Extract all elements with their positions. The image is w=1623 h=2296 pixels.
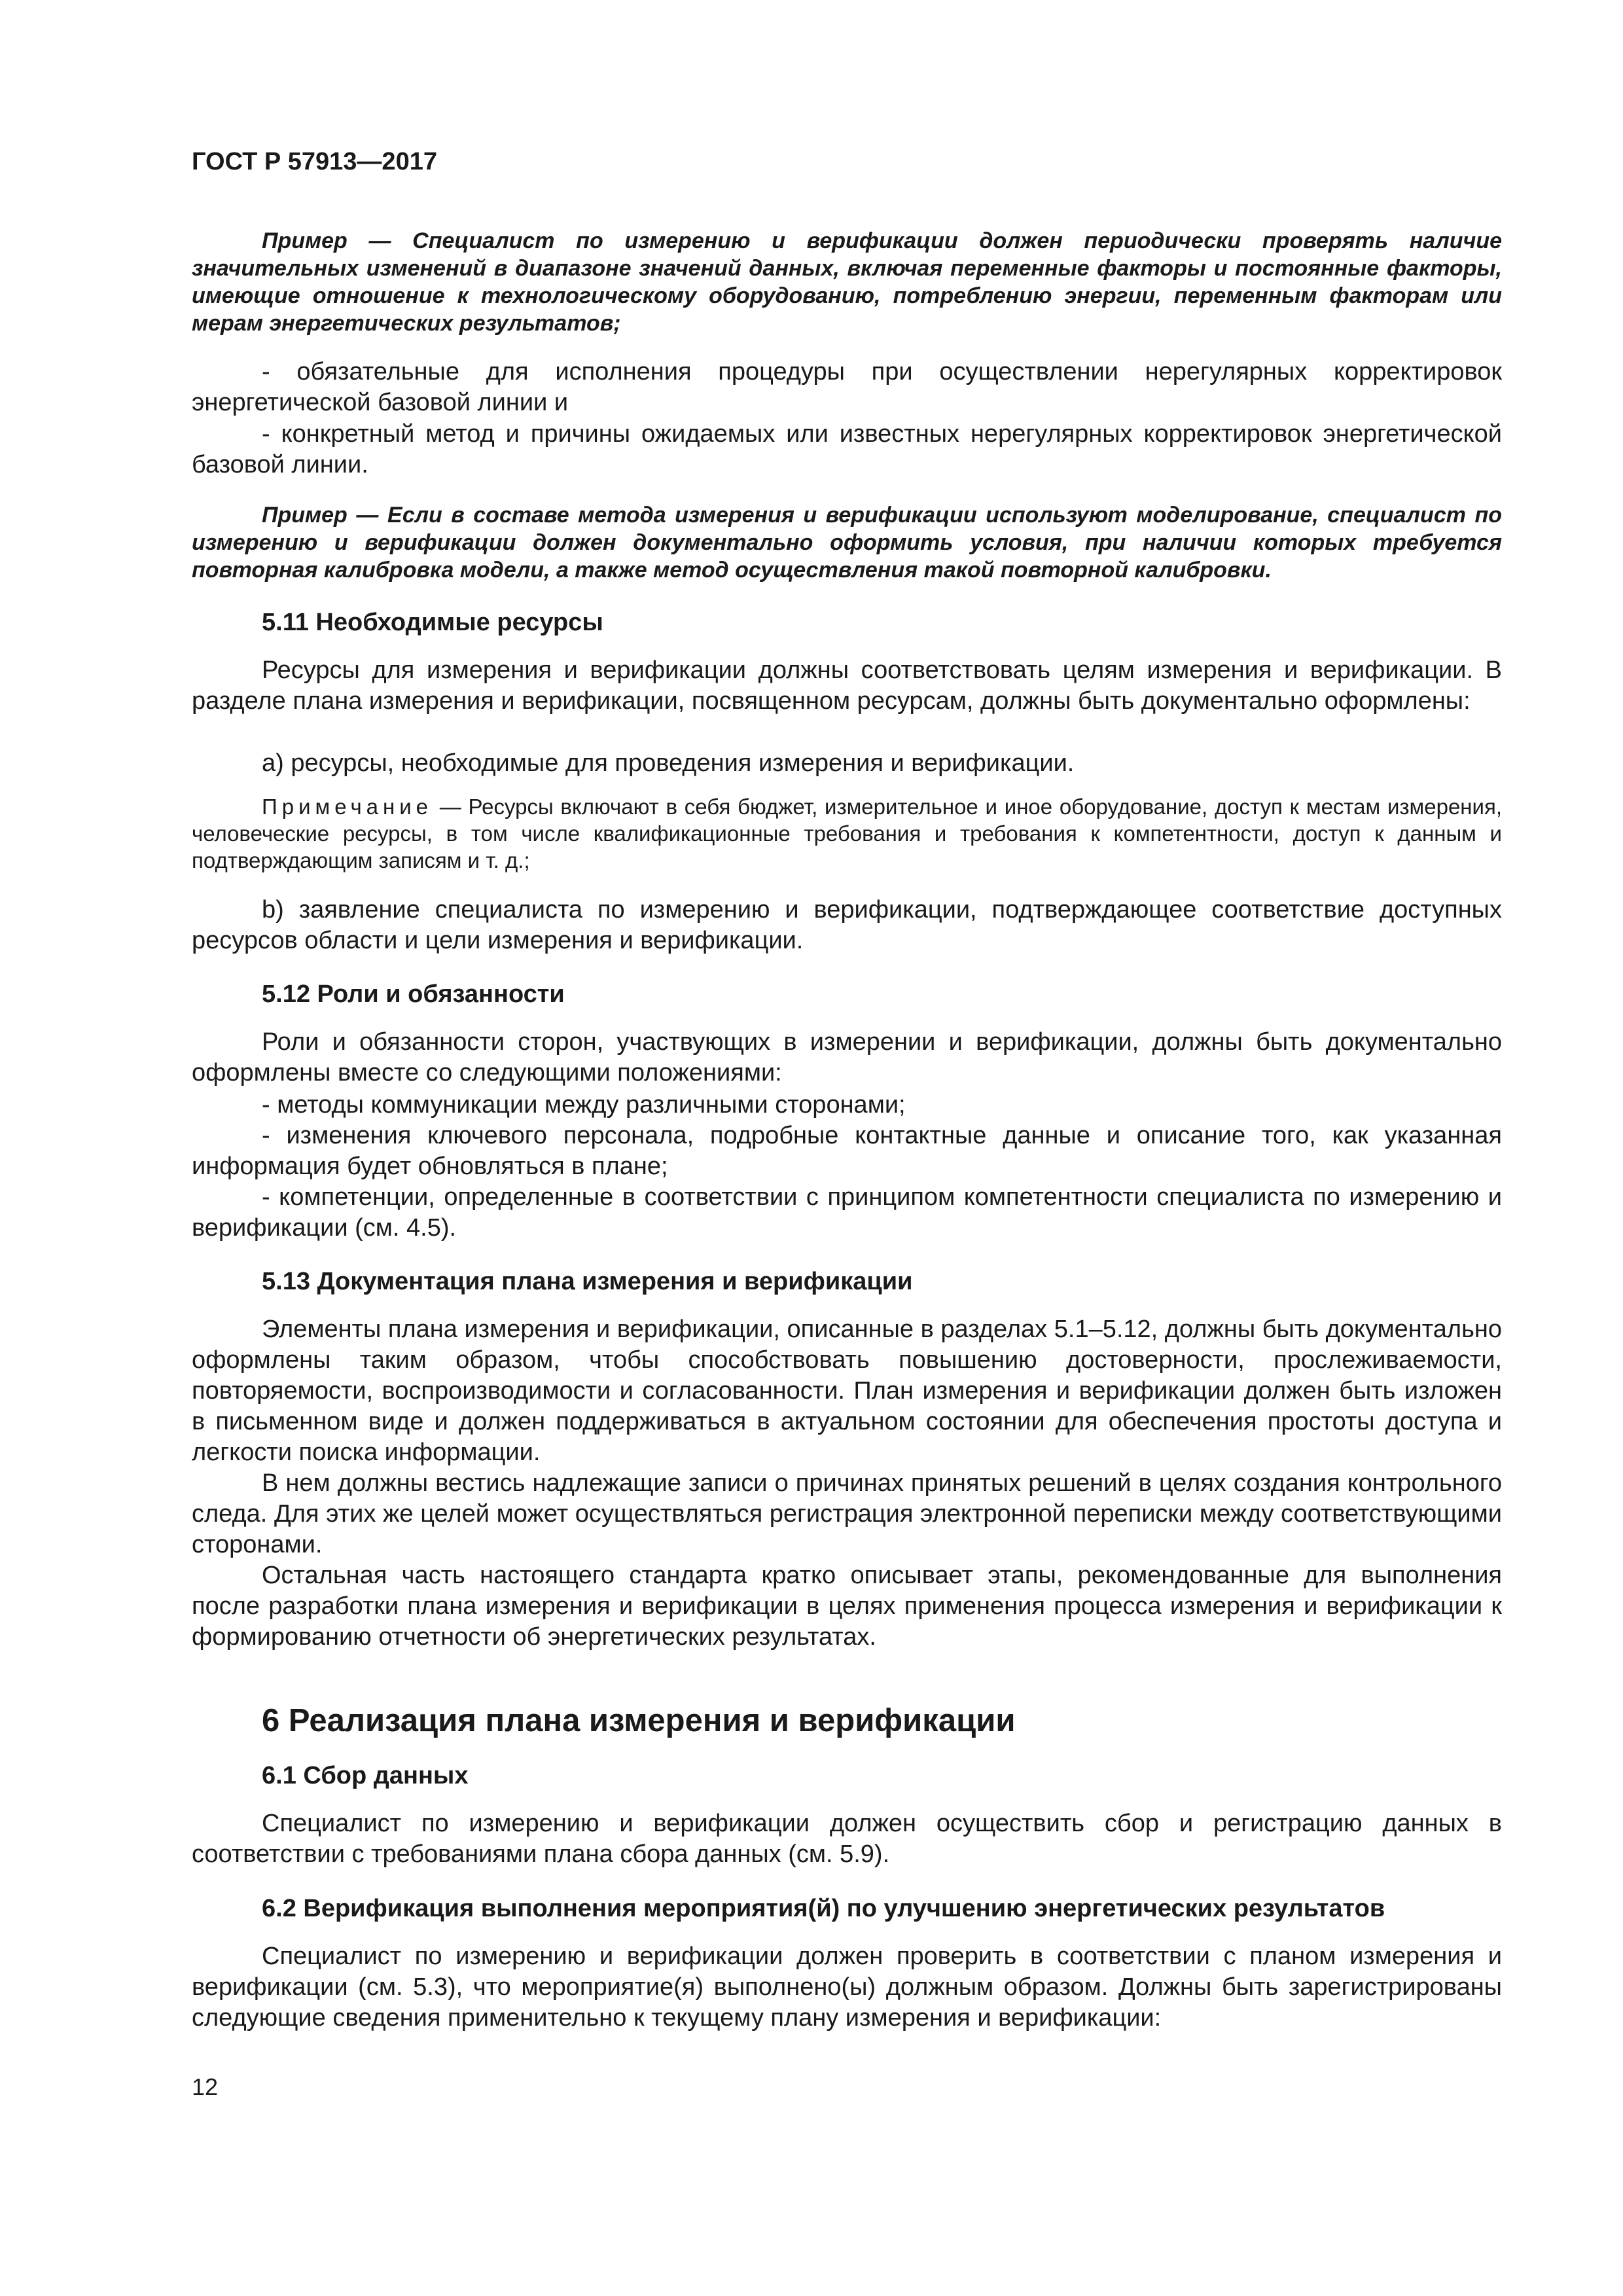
section-heading-6-1: 6.1 Сбор данных [262, 1762, 469, 1789]
list-item: - изменения ключевого персонала, подробные контактные данные и описание того, как указанная информация будет обновляться в плане; [192, 1122, 1502, 1180]
list-item: - методы коммуникации между различными сторонами; [262, 1091, 906, 1119]
note-text: — Ресурсы включают в себя бюджет, измерительное и иное оборудование, доступ к местам измерения, человеческие ресурсы, в том числе квалификационные требования и требования к компетентности, доступ к данным и подтверждающим записям и т. д.; [192, 795, 1502, 872]
page-number: 12 [192, 2073, 219, 2100]
list-item: - обязательные для исполнения процедуры при осуществлении нерегулярных корректировок энергетической базовой линии и [192, 358, 1502, 416]
paragraph: Роли и обязанности сторон, участвующих в измерении и верификации, должны быть документально оформлены вместе со следующими положениями: [192, 1028, 1502, 1086]
section-heading-5-12: 5.12 Роли и обязанности [262, 980, 565, 1008]
list-item: - конкретный метод и причины ожидаемых или известных нерегулярных корректировок энергетической базовой линии. [192, 420, 1502, 478]
note-label: Примечание [262, 795, 433, 819]
list-item: - компетенции, определенные в соответствии с принципом компетентности специалиста по измерению и верификации (см. 4.5). [192, 1183, 1502, 1242]
example-paragraph: Пример — Если в составе метода измерения и верификации используют моделирование, специалист по измерению и верификации должен документально оформить условия, при наличии которых требуется повторная калибровка модели, а также метод осуществления такой повторной калибровки. [192, 503, 1502, 583]
paragraph: Специалист по измерению и верификации должен осуществить сбор и регистрацию данных в соответствии с требованиями плана сбора данных (см. 5.9). [192, 1810, 1502, 1868]
paragraph: В нем должны вестись надлежащие записи о причинах принятых решений в целях создания контрольного следа. Для этих же целей может осуществляться регистрация электронной переписки между соответствующими сторонами. [192, 1469, 1502, 1558]
paragraph: Ресурсы для измерения и верификации должны соответствовать целям измерения и верификации. В разделе плана измерения и верификации, посвященном ресурсам, должны быть документально оформлены: [192, 656, 1502, 715]
paragraph: Элементы плана измерения и верификации, описанные в разделах 5.1–5.12, должны быть документально оформлены таким образом, чтобы способствовать повышению достоверности, прослеживаемости, повторяемости, воспроизводимости и согласованности. План измерения и верификации должен быть изложен в письменном виде и должен поддерживаться в актуальном состоянии для обеспечения простоты доступа и легкости поиска информации. [192, 1316, 1502, 1466]
paragraph: Специалист по измерению и верификации должен проверить в соответствии с планом измерения и верификации (см. 5.3), что мероприятие(я) выполнено(ы) должным образом. Должны быть зарегистрированы следующие сведения применительно к текущему плану измерения и верификации: [192, 1943, 1502, 2032]
example-paragraph: Пример — Специалист по измерению и верификации должен периодически проверять наличие значительных изменений в диапазоне значений данных, включая переменные факторы и постоянные факторы, имеющие отношение к технологическому оборудованию, потреблению энергии, переменным факторам или мерам энергетических результатов; [192, 228, 1502, 336]
note-paragraph [192, 793, 1502, 874]
section-heading-5-11: 5.11 Необходимые ресурсы [262, 609, 603, 636]
list-item: b) заявление специалиста по измерению и верификации, подтверждающее соответствие доступных ресурсов области и цели измерения и верификации. [192, 896, 1502, 954]
list-item: a) ресурсы, необходимые для проведения измерения и верификации. [262, 749, 1075, 777]
section-heading-6: 6 Реализация плана измерения и верификации [262, 1703, 1016, 1738]
paragraph: Остальная часть настоящего стандарта кратко описывает этапы, рекомендованные для выполнения после разработки плана измерения и верификации в целях применения процесса измерения и верификации к формированию отчетности об энергетических результатах. [192, 1562, 1502, 1651]
section-heading-5-13: 5.13 Документация плана измерения и верификации [262, 1268, 913, 1295]
document-header: ГОСТ Р 57913—2017 [192, 148, 437, 175]
section-heading-6-2: 6.2 Верификация выполнения мероприятия(й) по улучшению энергетических результатов [262, 1895, 1385, 1922]
